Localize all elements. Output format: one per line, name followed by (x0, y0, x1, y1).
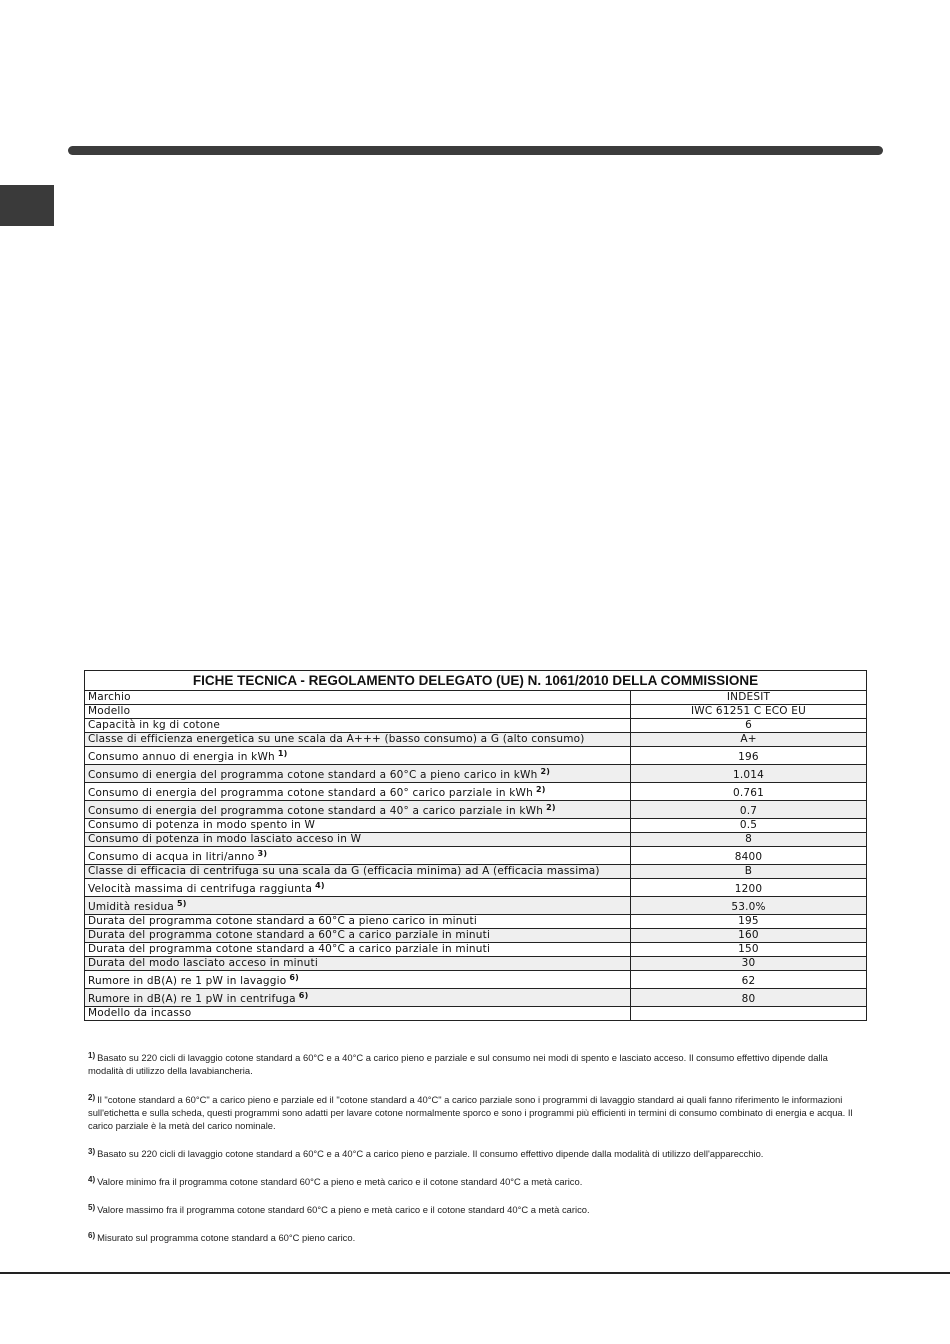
row-label (85, 897, 631, 915)
table-row (85, 801, 867, 819)
row-value: 1200 (631, 879, 867, 897)
footnote-mark: 5) (88, 1203, 96, 1212)
row-label (85, 801, 631, 819)
table-row (85, 783, 867, 801)
table-row (85, 733, 867, 747)
row-label-text: Umidità residua (88, 901, 174, 913)
row-label-text: Modello (88, 705, 131, 717)
footnote-text: Valore minimo fra il programma cotone standard 60°C a pieno e metà carico e il cotone standard 40°C a metà carico. (97, 1176, 583, 1187)
row-label (85, 705, 631, 719)
row-label-text: Rumore in dB(A) re 1 pW in lavaggio (88, 975, 287, 987)
row-label (85, 691, 631, 705)
row-label (85, 957, 631, 971)
row-value: 196 (631, 747, 867, 765)
row-value: 0.761 (631, 783, 867, 801)
footnote-ref: 6) (289, 973, 299, 982)
table-row (85, 819, 867, 833)
row-label (85, 943, 631, 957)
table-row (85, 879, 867, 897)
table-row (85, 765, 867, 783)
row-label-text: Consumo di energia del programma cotone standard a 40° a carico parziale in kWh (88, 805, 544, 817)
table-row (85, 971, 867, 989)
row-label-text: Consumo di potenza in modo spento in W (88, 819, 316, 831)
table-row (85, 705, 867, 719)
row-value: 53.0% (631, 897, 867, 915)
table-row (85, 957, 867, 971)
row-value: 160 (631, 929, 867, 943)
table-title: FICHE TECNICA - REGOLAMENTO DELEGATO (UE) N. 1061/2010 DELLA COMMISSIONE (85, 671, 867, 691)
row-label-text: Durata del modo lasciato acceso in minuti (88, 957, 318, 969)
footnote (88, 1049, 863, 1077)
row-label (85, 915, 631, 929)
row-value: 1.014 (631, 765, 867, 783)
row-label-text: Consumo di energia del programma cotone standard a 60°C a pieno carico in kWh (88, 769, 538, 781)
row-label (85, 733, 631, 747)
footnote-ref: 1) (277, 749, 288, 758)
table-row (85, 1007, 867, 1021)
row-label-text: Consumo annuo di energia in kWh (88, 751, 275, 763)
row-value: 8400 (631, 847, 867, 865)
row-value: 8 (631, 833, 867, 847)
row-label (85, 833, 631, 847)
row-label-text: Classe di efficienza energetica su une scala da A+++ (basso consumo) a G (alto consumo) (88, 733, 585, 745)
footnote-ref: 2) (535, 785, 546, 794)
table-row (85, 929, 867, 943)
row-label-text: Capacità in kg di cotone (88, 719, 221, 731)
row-label-text: Classe di efficacia di centrifuga su una scala da G (efficacia minima) ad A (efficacia massima) (88, 865, 600, 877)
footnote-ref: 4) (315, 881, 325, 890)
row-label-text: Velocità massima di centrifuga raggiunta (88, 883, 313, 895)
row-label (85, 929, 631, 943)
row-label-text: Consumo di energia del programma cotone standard a 60° carico parziale in kWh (88, 787, 533, 799)
row-value: 0.7 (631, 801, 867, 819)
row-label-text: Consumo di potenza in modo lasciato acceso in W (88, 833, 362, 845)
table-row (85, 989, 867, 1007)
row-value: IWC 61251 C ECO EU (631, 705, 867, 719)
row-value: 195 (631, 915, 867, 929)
table-row (85, 865, 867, 879)
row-value (631, 1007, 867, 1021)
footnote-ref: 2) (546, 803, 556, 812)
footnote (88, 1091, 863, 1132)
table-row (85, 943, 867, 957)
footnote-text: Valore massimo fra il programma cotone standard 60°C a pieno e metà carico e il cotone standard 40°C a metà carico. (97, 1204, 590, 1215)
footnote (88, 1173, 863, 1188)
row-label (85, 971, 631, 989)
row-value: A+ (631, 733, 867, 747)
row-label (85, 879, 631, 897)
row-label (85, 847, 631, 865)
row-label-text: Durata del programma cotone standard a 40°C a carico parziale in minuti (88, 943, 491, 955)
footnote-ref: 3) (257, 849, 268, 858)
header-rule (68, 146, 883, 155)
footnotes (88, 1049, 863, 1244)
row-value: 0.5 (631, 819, 867, 833)
row-value: 62 (631, 971, 867, 989)
footer-rule (0, 1272, 950, 1274)
footnote (88, 1201, 863, 1216)
footnote (88, 1145, 863, 1160)
table-row (85, 897, 867, 915)
row-value: 30 (631, 957, 867, 971)
row-label-text: Marchio (88, 691, 131, 703)
section-tab (0, 185, 54, 226)
table-row (85, 719, 867, 733)
table-row (85, 833, 867, 847)
footnote-text: Il "cotone standard a 60°C" a carico pieno e parziale ed il "cotone standard a 40°C" a carico parziale sono i programmi di lavaggio standard ai quali fanno riferimento le informazioni sull'etichetta e sulla scheda, questi programmi sono adatti per lavare cotone normalmente sporco e sono i programmi più efficienti in termini di consumo combinato di energia e acqua. Il carico parziale è la metà del carico nominale. (88, 1094, 853, 1131)
row-label (85, 747, 631, 765)
table-row (85, 691, 867, 705)
footnote-text: Basato su 220 cicli di lavaggio cotone standard a 60°C e a 40°C a carico pieno e parziale. Il consumo effettivo dipende dalla modalità di utilizzo dell'apparecchio. (97, 1148, 764, 1159)
row-label-text: Consumo di acqua in litri/anno (88, 851, 255, 863)
footnote-ref: 2) (540, 767, 551, 776)
spec-table (84, 670, 867, 1021)
footnote-mark: 6) (88, 1231, 96, 1240)
row-label (85, 783, 631, 801)
footnote-ref: 5) (177, 899, 187, 908)
row-label (85, 865, 631, 879)
footnote-mark: 1) (88, 1051, 96, 1060)
row-value: INDESIT (631, 691, 867, 705)
footnote-ref: 6) (298, 991, 309, 1000)
row-label (85, 819, 631, 833)
row-value: 6 (631, 719, 867, 733)
table-row (85, 847, 867, 865)
row-label-text: Durata del programma cotone standard a 60°C a carico parziale in minuti (88, 929, 491, 941)
footnote-text: Misurato sul programma cotone standard a 60°C pieno carico. (97, 1232, 356, 1243)
footnote-text: Basato su 220 cicli di lavaggio cotone standard a 60°C e a 40°C a carico pieno e parziale e sul consumo nei modi di spento e lasciato acceso. Il consumo effettivo dipende dalla modalità di utilizzo della lavabiancheria. (88, 1052, 828, 1076)
row-label-text: Durata del programma cotone standard a 60°C a pieno carico in minuti (88, 915, 477, 927)
footnote-mark: 4) (88, 1175, 96, 1184)
row-label (85, 765, 631, 783)
table-row (85, 747, 867, 765)
row-value: 80 (631, 989, 867, 1007)
footnote-mark: 2) (88, 1093, 96, 1102)
table-row (85, 915, 867, 929)
row-value: B (631, 865, 867, 879)
row-label (85, 989, 631, 1007)
row-label-text: Rumore in dB(A) re 1 pW in centrifuga (88, 993, 296, 1005)
row-label (85, 1007, 631, 1021)
footnote-mark: 3) (88, 1147, 96, 1156)
row-label (85, 719, 631, 733)
row-label-text: Modello da incasso (88, 1007, 192, 1019)
row-value: 150 (631, 943, 867, 957)
footnote (88, 1229, 863, 1244)
